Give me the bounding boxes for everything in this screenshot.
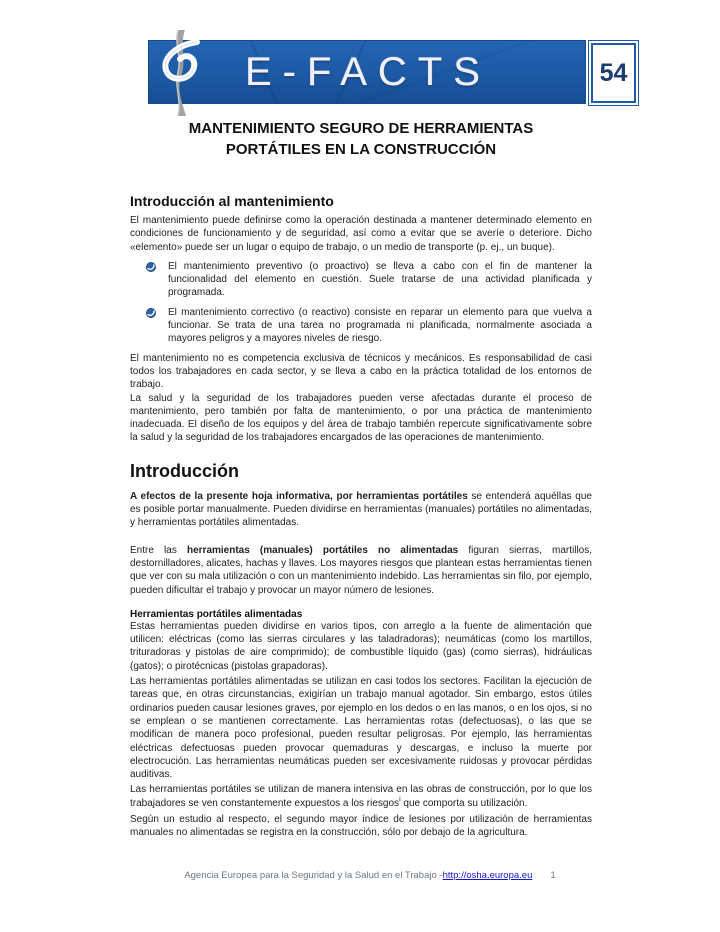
footer-agency-text: Agencia Europea para la Seguridad y la Salud en el Trabajo - [184,870,443,881]
document-title-line2: PORTÁTILES EN LA CONSTRUCCIÓN [225,141,497,158]
paragraph-no-alimentadas [130,544,592,597]
issue-number-box [588,40,639,106]
paragraph-pre: Entre las [130,544,187,556]
bold-lead-in: A efectos de la presente hoja informativa, por herramientas portátiles [130,490,468,502]
footer-agency-link[interactable]: http://osha.europa.eu [442,870,533,881]
paragraph-definition: El mantenimiento puede definirse como la operación destinada a mantener determinado elemento en condiciones de funcionamiento y de seguridad, así como a evitar que se averíe o deteriore. Dicho «elemento» puede ser un lugar o equipo de trabajo, o un medio de transporte (p. ej., un buque). [130,215,592,253]
document-title-line1: MANTENIMIENTO SEGURO DE HERRAMIENTAS [188,120,534,137]
footnote-reference: i [399,796,401,804]
paragraph-construccion [130,783,592,810]
issue-number-inner-border [591,43,636,103]
page-footer [130,870,610,881]
paragraph-pre: Las herramientas portátiles se utilizan de manera intensiva en las obras de construcción, por lo que los trabajadores se ven constantemente expuestos a los riesgos [130,784,592,809]
paragraph-definicion-portatiles [130,490,592,530]
list-item [130,306,592,346]
maintenance-bullet-list [130,260,592,346]
document-content [130,118,592,840]
paragraph-salud-seguridad: La salud y la seguridad de los trabajadores pueden verse afectadas durante el proceso de mantenimiento, pero también por falta de mantenimiento, o por una práctica de mantenimiento inadecuada. El diseño de los equipos y del área de trabajo también repercute significativamente sobre la salud y la seguridad de los trabajadores encargados de las operaciones de mantenimiento. [130,392,592,444]
banner-background [148,40,586,104]
list-item [130,260,592,300]
swoosh-bullet-icon [146,308,156,318]
bullet-text-correctivo: El mantenimiento correctivo (o reactivo) consiste en reparar un elemento para que vuelva a funcionar. Se trata de una tarea no programada ni planificada, normalmente asociada a mayores peligros y a mayores niveles de riesgo. [168,306,592,345]
paragraph-rest: se entenderá aquéllas que es posible portar manualmente. Pueden dividirse en herramientas (manuales) portátiles no alimentadas, y herramientas portátiles alimentadas. [130,490,592,529]
document-title [130,118,592,160]
paragraph-competencia: El mantenimiento no es competencia exclusiva de técnicos y mecánicos. Es responsabilidad de casi todos los trabajadores en cada sector, y se lleva a cabo en la práctica totalidad de los entornos de trabajo. [130,352,592,391]
section-heading-introduccion: Introducción [130,460,239,481]
paragraph-sectores: Las herramientas portátiles alimentadas se utilizan en casi todos los sectores. Facilitan la ejecución de tareas que, en otras circunstancias, exigirían un trabajo manual agotador. Sin embargo, estos útiles ordinarios pueden causar lesiones graves, por ejemplo en los dedos o en las manos, o en los ojos, si no se emplean o se mantienen correctamente. Las herramientas rotas (defectuosas), o las que se modifican de manera poco profesional, pueden resultar peligrosas. Por ejemplo, las herramientas eléctricas defectuosas pueden provocar quemaduras y descargas, e incluso la muerte por electrocución. Las herramientas neumáticas pueden ser excesivamente ruidosas y provocar pérdidas auditivas. [130,676,592,781]
brand-title: E-FACTS [245,50,491,94]
paragraph-rest: que comporta su utilización. [400,797,528,809]
bold-term: herramientas (manuales) portátiles no alimentadas [186,544,459,556]
section-heading-mantenimiento: Introducción al mantenimiento [130,193,334,209]
subsection-heading-alimentadas: Herramientas portátiles alimentadas [130,608,303,620]
paragraph-rest: figuran sierras, martillos, destornilladores, alicates, hachas y llaves. Los mayores riesgos que plantean estas herramientas tienen que ver con su mala utilización o con un mantenimiento indebido. Las herramientas sin filo, por ejemplo, pueden dificultar el trabajo y provocar un mayor número de lesiones. [130,544,593,596]
agency-swoosh-logo-icon [157,30,205,116]
header-banner [148,40,635,102]
bullet-text-preventivo: El mantenimiento preventivo (o proactivo) se lleva a cabo con el fin de mantener la funcionalidad del elemento en cuestión. Suele tratarse de una actividad planificada y programada. [168,260,592,299]
paragraph-tipos: Estas herramientas pueden dividirse en varios tipos, con arreglo a la fuente de alimentación que utilicen: eléctricas (como las sierras circulares y las taladradoras); neumáticas (como los martillos, trituradoras y pistolas de aire comprimido); de combustible líquido (gas) (como sierras), hidráulicas (gatos); o pirotécnicas (pistolas grapadoras). [130,620,592,672]
issue-number: 54 [599,58,628,87]
swoosh-bullet-icon [146,262,156,272]
page-number: 1 [550,870,556,881]
paragraph-estudio: Según un estudio al respecto, el segundo mayor índice de lesiones por utilización de herramientas manuales no alimentadas se registra en la construcción, sólo por debajo de la agricultura. [130,813,592,839]
